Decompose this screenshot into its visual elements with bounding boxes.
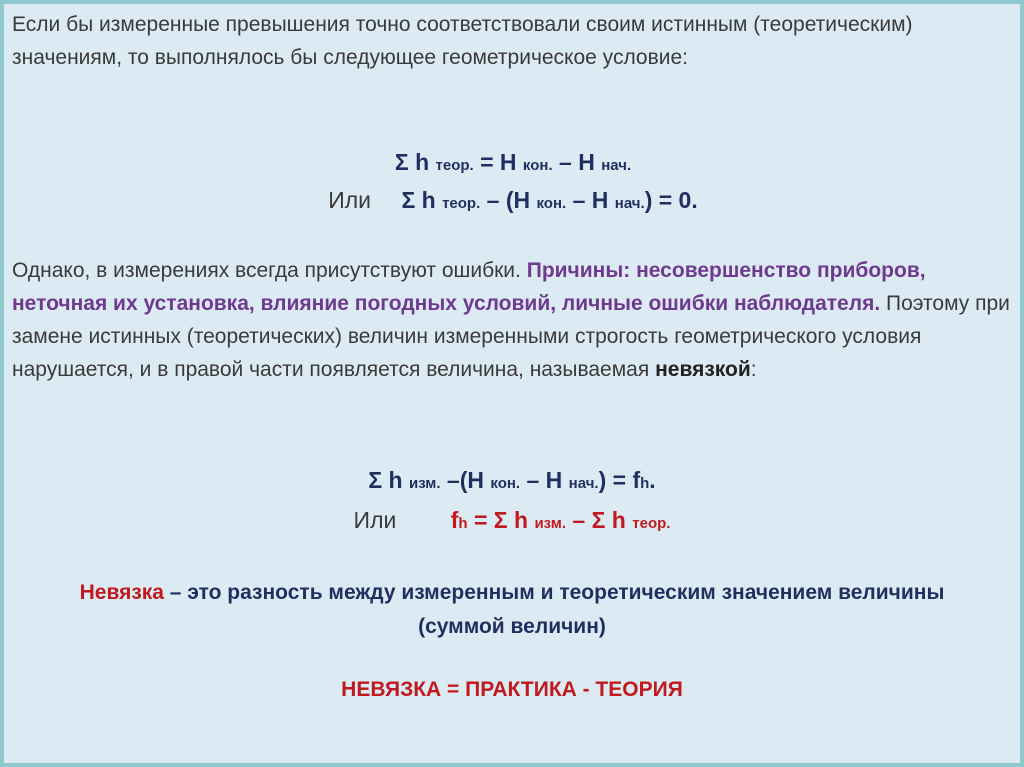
formula-misclosure xyxy=(4,464,1020,500)
formula2-sub-theor: теор. xyxy=(442,195,481,212)
definition-term: Невязка xyxy=(79,581,164,604)
formula2-part1: – (H xyxy=(480,187,531,213)
formula2-sub-nach: нач. xyxy=(614,195,645,212)
formula3-minus-h: – H xyxy=(520,467,563,493)
definition xyxy=(44,576,980,644)
formula2-or-label: Или xyxy=(328,187,372,213)
formula2-sigma-h: Σ h xyxy=(401,187,436,213)
formula3-sub-izm: изм. xyxy=(408,475,441,492)
formula1-minus-h: – H xyxy=(552,149,595,175)
formula1-sub-theor: теор. xyxy=(435,157,474,174)
formula3-sigma-h: Σ h xyxy=(368,467,403,493)
formula2-tail: ) = 0. xyxy=(644,187,698,213)
formula3-dot: . xyxy=(649,467,656,493)
errors-paragraph-colon: : xyxy=(750,358,757,381)
formula1-eq: = H xyxy=(473,149,517,175)
formula3-eq-f: ) = f xyxy=(598,467,641,493)
definition-text: – это разность между измеренным и теоретическим значением величины (суммой величин) xyxy=(163,581,945,638)
errors-paragraph xyxy=(12,254,1012,386)
formula1-sub-nach: нач. xyxy=(601,157,632,174)
formula-misclosure-alt xyxy=(4,504,1020,540)
formula4-or-label: Или xyxy=(353,507,397,533)
formula1-sigma-h: Σ h xyxy=(394,149,430,175)
formula4-minus-sigma: – Σ h xyxy=(566,507,626,533)
errors-paragraph-part1: Однако, в измерениях всегда присутствуют ошибки. xyxy=(12,259,527,282)
term-nevyazka: невязкой xyxy=(655,358,751,381)
formula4-sub-h: h xyxy=(458,515,468,532)
formula4-f: f xyxy=(450,507,459,533)
errors-paragraph-part2: Поэтому при замене истинных (теоретических) величин измеренными строгость геометрического условия нарушается, и в правой части появляется величина, называемая xyxy=(12,292,1010,381)
intro-paragraph: Если бы измеренные превышения точно соответствовали своим истинным (теоретическим) значениям, то выполнялось бы следующее геометрическое условие: xyxy=(12,13,913,69)
final-summary: НЕВЯЗКА = ПРАКТИКА - ТЕОРИЯ xyxy=(341,678,683,701)
formula3-sub-nach: нач. xyxy=(568,475,599,492)
formula1-sub-kon: кон. xyxy=(522,157,553,174)
formula3-sub-h: h xyxy=(640,475,650,492)
formula2-minus-h: – H xyxy=(566,187,609,213)
formula3-part1: –(H xyxy=(440,467,484,493)
error-reasons-highlight: Причины: несовершенство приборов, неточная их установка, влияние погодных условий, личные ошибки наблюдателя. xyxy=(12,259,926,315)
formula-theoretical-zero xyxy=(5,184,1021,220)
formula2-sub-kon: кон. xyxy=(536,195,567,212)
formula-theoretical-sum xyxy=(5,146,1021,182)
formula4-sub-theor: теор. xyxy=(632,515,671,532)
formula4-eq-sigma: = Σ h xyxy=(467,507,529,533)
formula3-sub-kon: кон. xyxy=(490,475,521,492)
formula4-sub-izm: изм. xyxy=(534,515,567,532)
